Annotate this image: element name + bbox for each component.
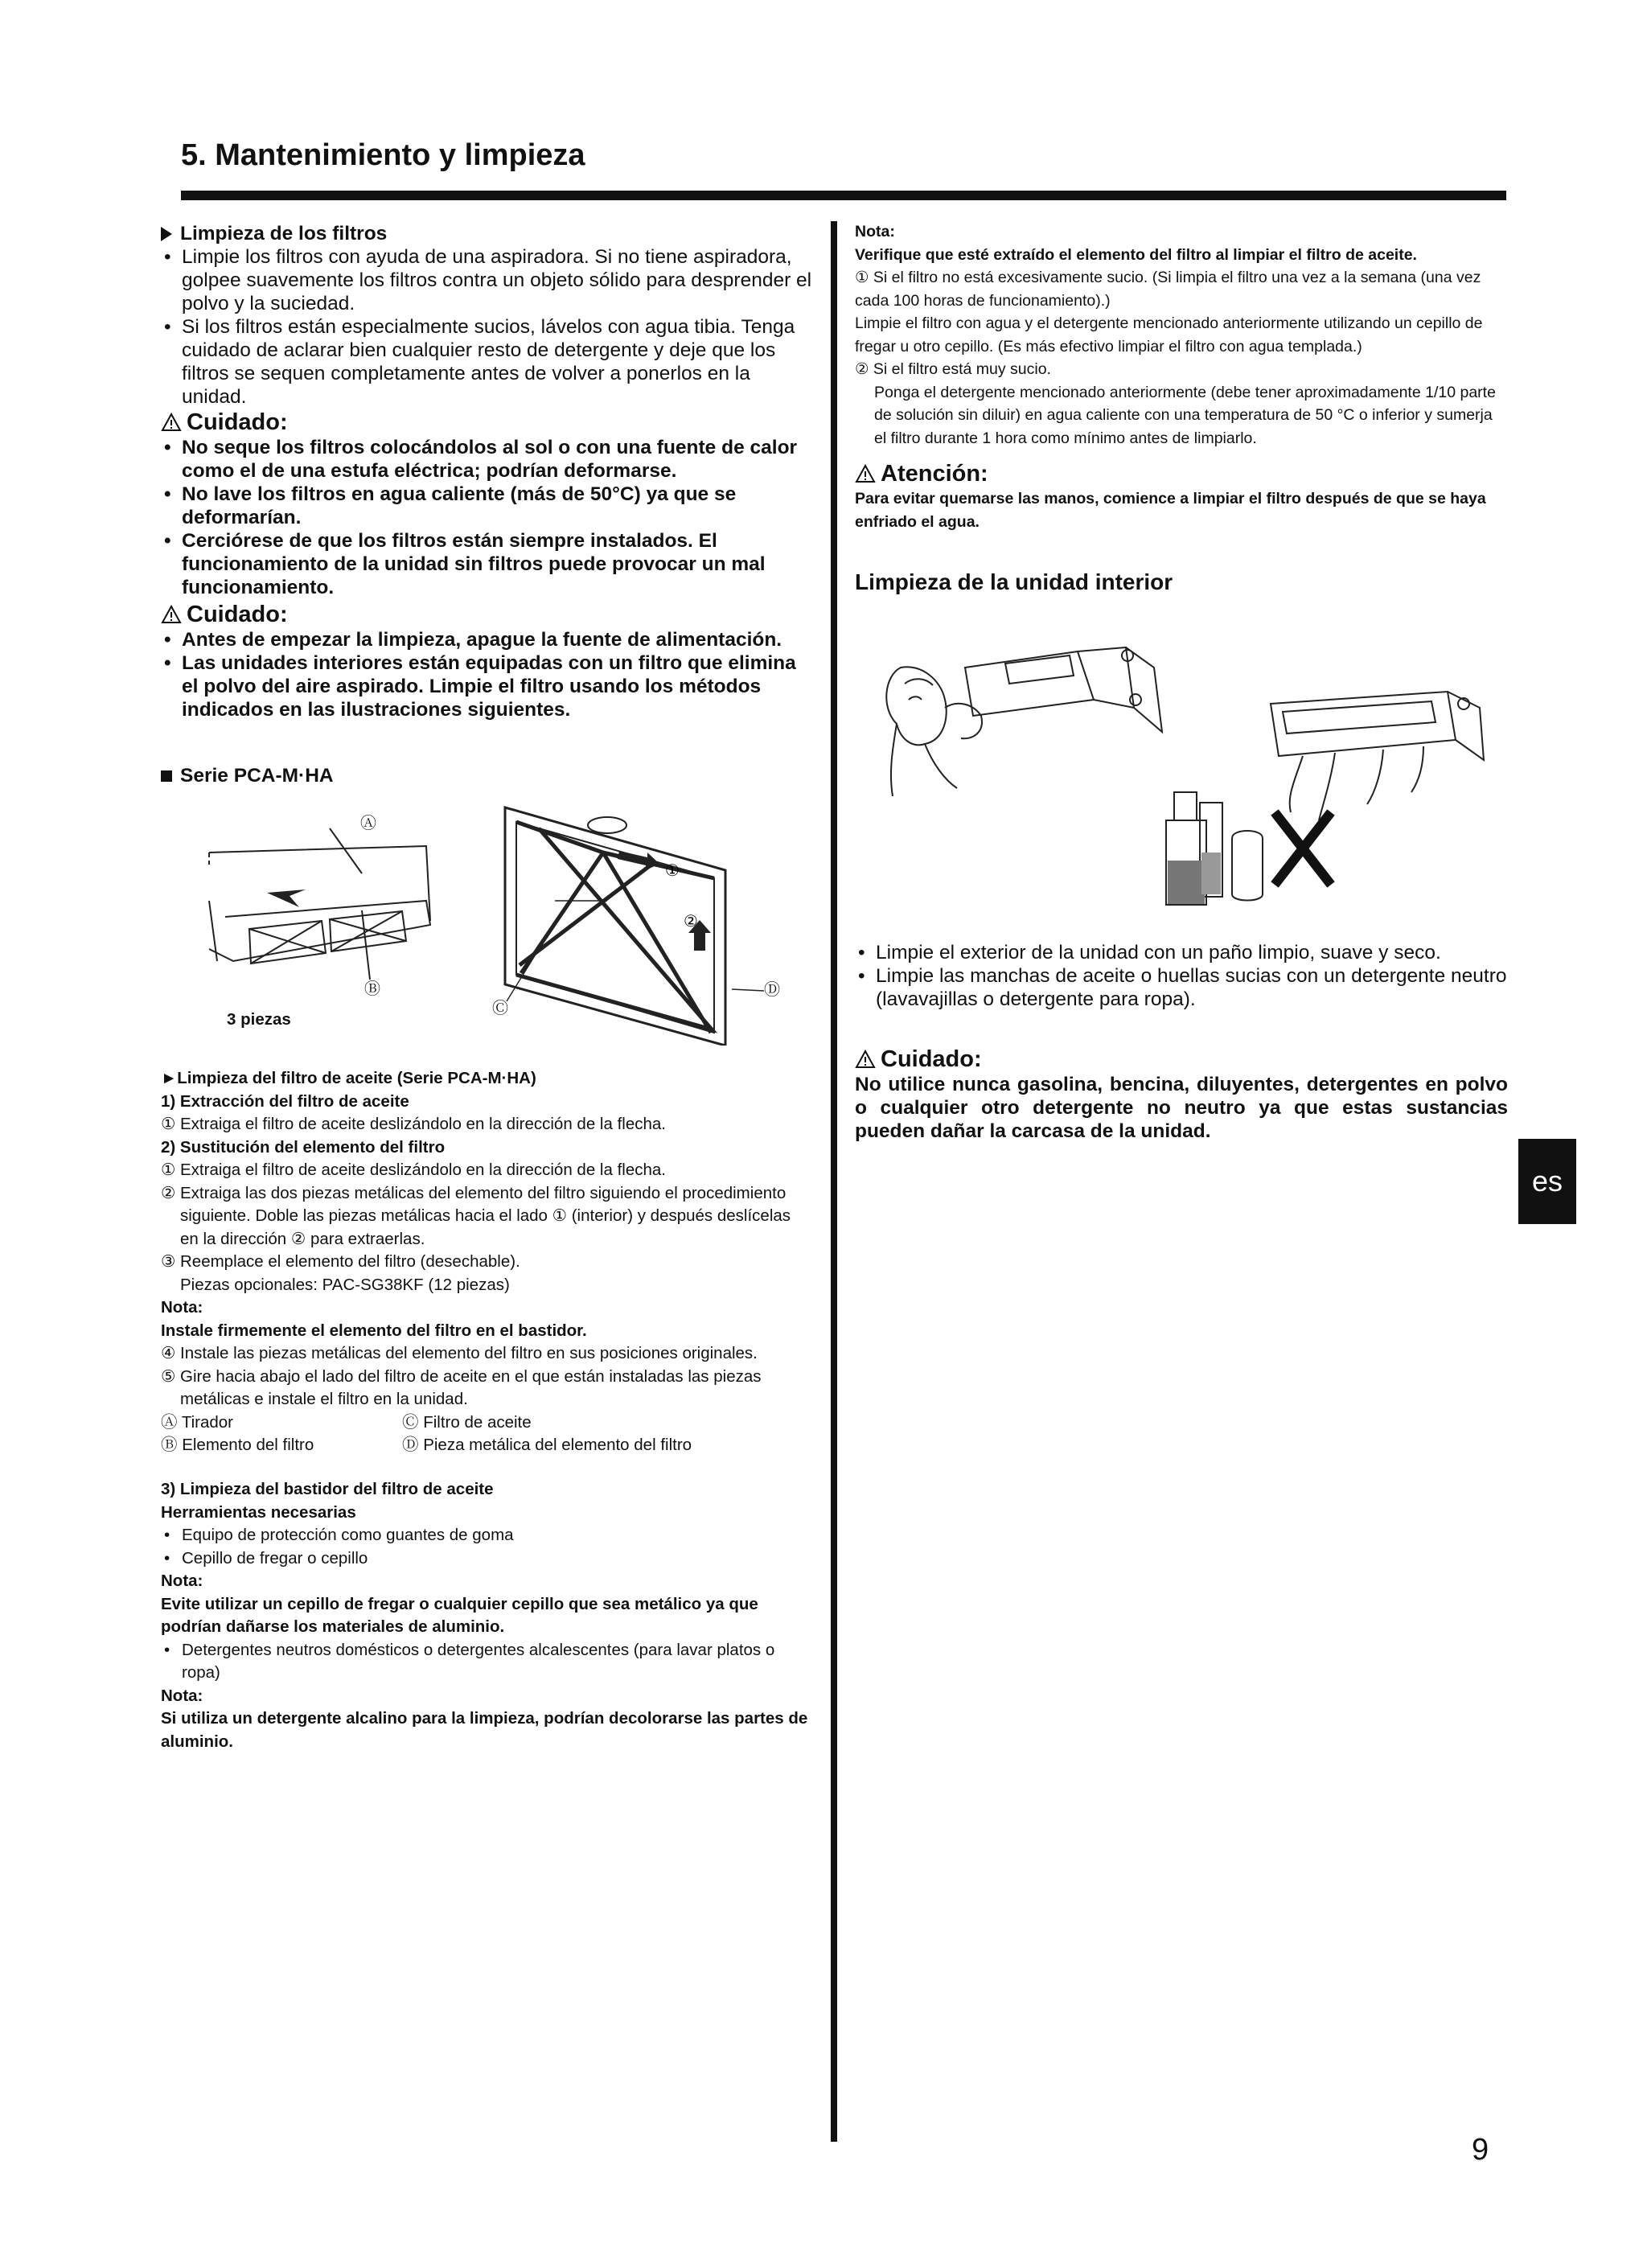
caution-heading: Cuidado: xyxy=(161,601,812,628)
label-d: Ⓓ xyxy=(764,981,780,999)
filters-bullet: • Si los filtros están especialmente sucios, lávelos con agua tibia. Tenga cuidado de aclarar bien cualquier resto de detergente y deje que los filtros se sequen completamente antes de volver a ponerlos en la unidad. xyxy=(164,316,795,408)
caution-block-right xyxy=(855,1046,1508,1143)
pieces-caption: 3 piezas xyxy=(227,1010,291,1029)
label-a: Ⓐ xyxy=(360,815,376,832)
nota-text: Evite utilizar un cepillo de fregar o cualquier cepillo que sea metálico ya que podrían dañarse los materiales de aluminio. xyxy=(161,1594,758,1636)
indoor-bullet: • Limpie las manchas de aceite o huellas sucias con un detergente neutro (lavavajillas o detergente para ropa). xyxy=(858,965,1507,1010)
tools-item: • Cepillo de fregar o cepillo xyxy=(164,1548,368,1567)
page-title: 5. Mantenimiento y limpieza xyxy=(181,138,585,172)
attention-heading: Atención: xyxy=(855,460,1508,487)
attention-block xyxy=(855,460,1508,533)
nota-section xyxy=(855,220,1508,450)
step-item: ④ Instale las piezas metálicas del elemento del filtro en sus posiciones originales. xyxy=(161,1344,758,1362)
nota-text: Instale firmemente el elemento del filtro en el bastidor. xyxy=(161,1321,587,1340)
legend-d: Ⓓ Pieza metálica del elemento del filtro xyxy=(402,1436,692,1454)
nota-heading: Verifique que esté extraído el elemento del filtro al limpiar el filtro de aceite. xyxy=(855,245,1417,264)
nota-label: Nota: xyxy=(161,1686,203,1705)
caution-text: No utilice nunca gasolina, bencina, diluyentes, detergentes en polvo o cualquier otro detergente no neutro ya que estas sustancias pueden dañar la carcasa de la unidad. xyxy=(855,1074,1508,1142)
step-item: ③ Reemplace el elemento del filtro (desechable). xyxy=(161,1252,520,1271)
label-1: ① xyxy=(665,862,680,880)
nota-label: Nota: xyxy=(161,1572,203,1590)
frame-cleaning-section xyxy=(161,1478,812,1753)
caution-item: • No seque los filtros colocándolos al sol o con una fuente de calor como el de una estufa eléctrica; podrían deformarse. xyxy=(164,437,798,482)
warning-icon xyxy=(855,464,876,483)
arrow-icon xyxy=(267,890,306,907)
nota-item-2-desc: Ponga el detergente mencionado anteriormente (debe tener aproximadamente 1/10 parte de solución sin diluir) en agua caliente con una temperatura de 50 °C o inferior y sumerja el filtro durante 1 hora como mínimo antes de limpiarlo. xyxy=(874,383,1496,447)
indoor-bullet: • Limpie el exterior de la unidad con un paño limpio, suave y seco. xyxy=(858,942,1441,963)
indoor-heading: Limpieza de la unidad interior xyxy=(855,569,1173,594)
step3-heading: 3) Limpieza del bastidor del filtro de aceite xyxy=(161,1480,494,1498)
step-item: ① Extraiga el filtro de aceite deslizándolo en la dirección de la flecha. xyxy=(161,1161,666,1179)
caution-item: • Las unidades interiores están equipadas con un filtro que elimina el polvo del aire aspirado. Limpie el filtro usando los métodos indicados en las ilustraciones siguientes. xyxy=(164,652,796,721)
nota-text: Si utiliza un detergente alcalino para la limpieza, podrían decolorarse las partes de aluminio. xyxy=(161,1709,808,1751)
warning-icon xyxy=(161,413,182,432)
indoor-unit-illustration xyxy=(869,619,1504,909)
filters-bullet: • Limpie los filtros con ayuda de una aspiradora. Si no tiene aspiradora, golpee suavemente los filtros contra un objeto sólido para desprender el polvo y la suciedad. xyxy=(164,246,812,314)
legend-c: Ⓒ Filtro de aceite xyxy=(402,1412,532,1432)
figure-legend xyxy=(161,1434,812,1457)
language-tab: es xyxy=(1518,1139,1576,1224)
warning-icon xyxy=(855,1050,876,1069)
detergent-item: • Detergentes neutros domésticos o detergentes alcalescentes (para lavar platos o ropa) xyxy=(164,1640,775,1682)
nota-item-2: ② Si el filtro está muy sucio. xyxy=(855,360,1051,378)
label-c: Ⓒ xyxy=(492,1000,508,1017)
series-heading: Serie PCA-M·HA xyxy=(161,764,812,787)
oil-filter-section xyxy=(161,1067,812,1457)
legend-a: Ⓐ Tirador xyxy=(161,1412,233,1432)
nota-label: Nota: xyxy=(855,223,895,240)
label-2: ② xyxy=(684,913,698,931)
step1-heading: 1) Extracción del filtro de aceite xyxy=(161,1091,409,1111)
warning-icon xyxy=(161,605,182,624)
caution-item: • Antes de empezar la limpieza, apague la fuente de alimentación. xyxy=(164,629,782,651)
figure-legend xyxy=(161,1411,812,1435)
caution-item: • No lave los filtros en agua caliente (más de 50°C) ya que se deformarían. xyxy=(164,483,737,528)
indoor-bullets xyxy=(855,941,1508,1011)
nota-item-1: ① Si el filtro no está excesivamente sucio. (Si limpia el filtro una vez a la semana (una vez cada 100 horas de funcionamiento).) xyxy=(855,269,1481,310)
attention-text: Para evitar quemarse las manos, comience a limpiar el filtro después de que se haya enfriado el agua. xyxy=(855,490,1486,531)
filters-section xyxy=(161,222,812,409)
filters-heading: Limpieza de los filtros xyxy=(161,222,812,245)
caution-heading: Cuidado: xyxy=(855,1046,1508,1073)
prohibited-icon xyxy=(1275,812,1331,885)
step-item: ⑤ Gire hacia abajo el lado del filtro de aceite en el que están instaladas las piezas metálicas e instale el filtro en la unidad. xyxy=(161,1366,762,1408)
caution-heading: Cuidado: xyxy=(161,409,812,436)
oil-heading: ►Limpieza del filtro de aceite (Serie PCA-M·HA) xyxy=(161,1069,536,1087)
tools-heading: Herramientas necesarias xyxy=(161,1502,356,1522)
filter-illustration xyxy=(201,804,812,1046)
tools-item: • Equipo de protección como guantes de goma xyxy=(164,1526,514,1544)
caution-item: • Cerciórese de que los filtros están siempre instalados. El funcionamiento de la unidad sin filtros puede provocar un mal funcionamiento. xyxy=(164,530,766,598)
legend-b: Ⓑ Elemento del filtro xyxy=(161,1436,314,1454)
step-item: ② Extraiga las dos piezas metálicas del elemento del filtro siguiendo el procedimiento siguiente. Doble las piezas metálicas hacia el lado ① (interior) y después deslícelas en la dirección ② para extraerlas. xyxy=(161,1183,791,1248)
column-divider xyxy=(831,221,837,2142)
caution-block-1 xyxy=(161,409,812,721)
arrow-icon xyxy=(618,851,659,870)
nota-label: Nota: xyxy=(161,1298,203,1317)
step-item: ① Extraiga el filtro de aceite deslizándolo en la dirección de la flecha. xyxy=(161,1115,666,1133)
label-b: Ⓑ xyxy=(364,980,380,998)
header-rule xyxy=(181,191,1506,200)
page-number: 9 xyxy=(1472,2133,1489,2167)
step2-heading: 2) Sustitución del elemento del filtro xyxy=(161,1137,446,1157)
optional-parts: Piezas opcionales: PAC-SG38KF (12 piezas) xyxy=(180,1275,510,1294)
nota-item-1-desc: Limpie el filtro con agua y el detergente mencionado anteriormente utilizando un cepillo de fregar u otro cepillo. (Es más efectivo limpiar el filtro con agua templada.) xyxy=(855,314,1483,355)
